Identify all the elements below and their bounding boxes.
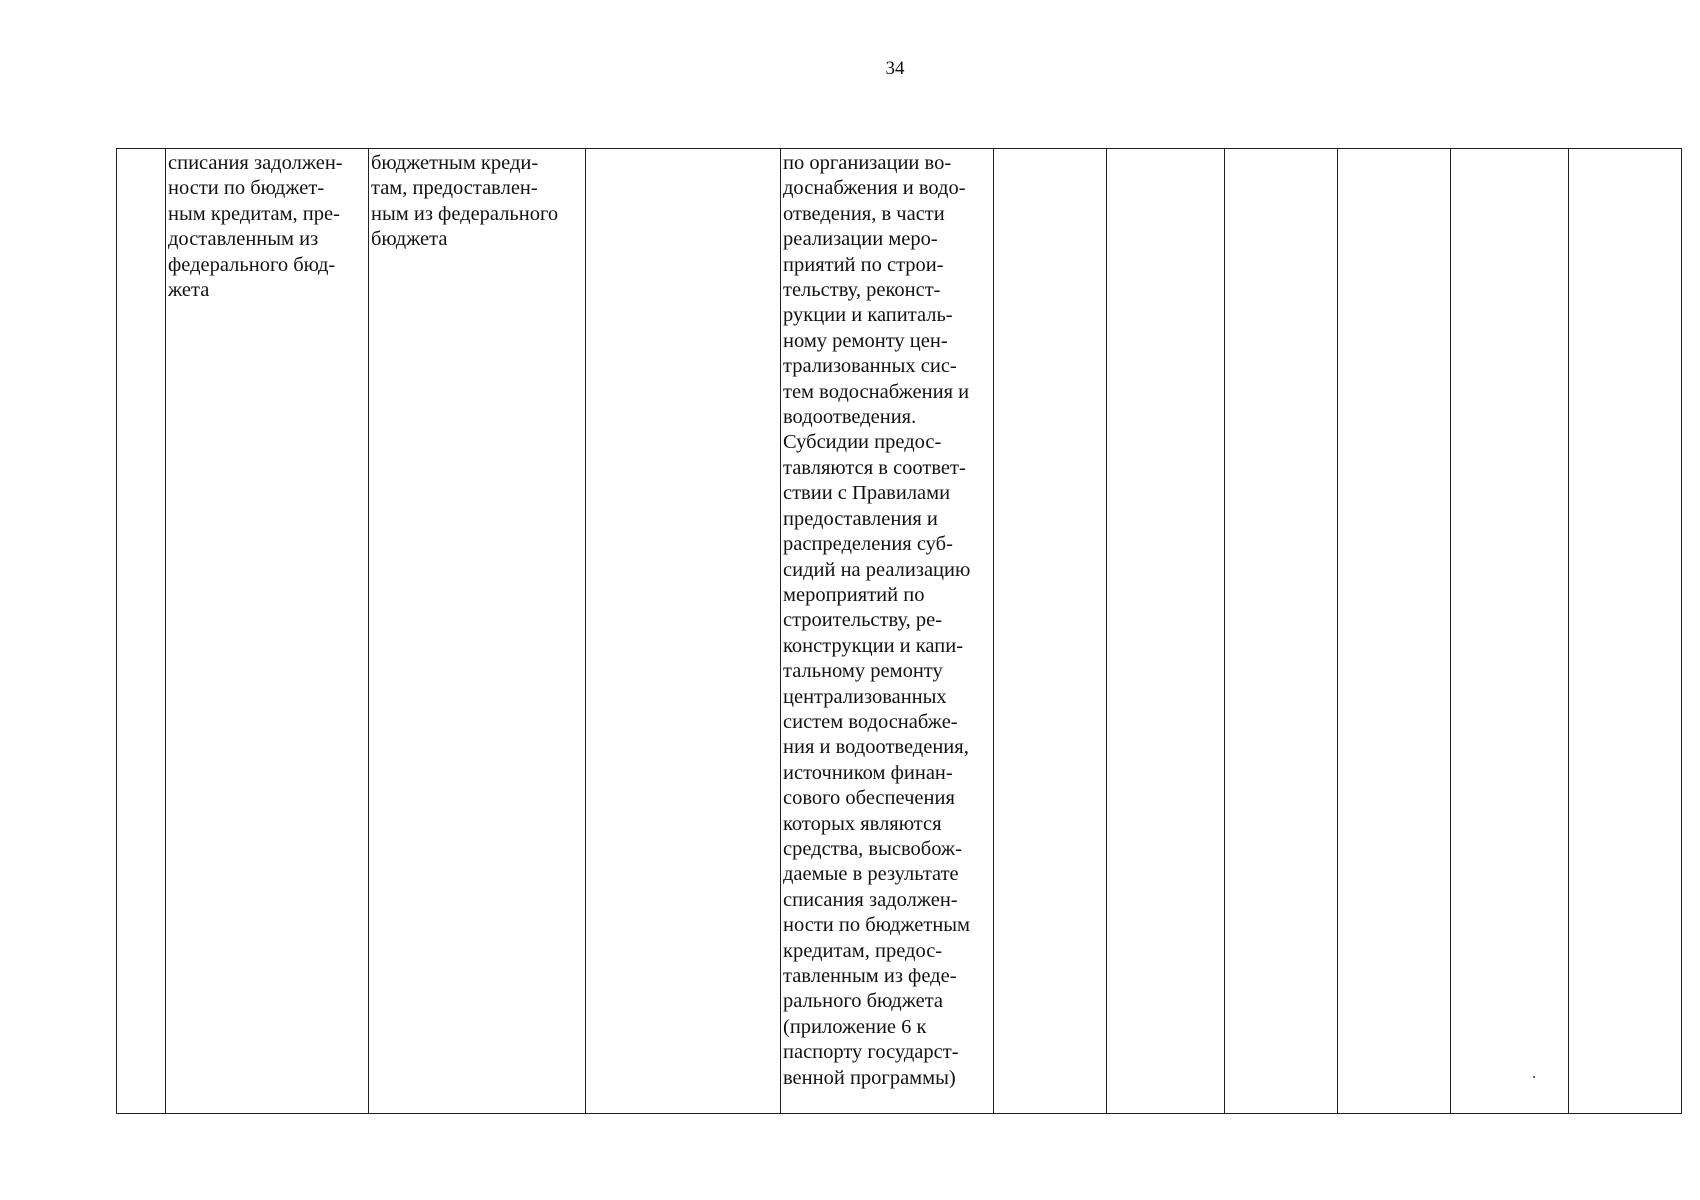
table-cell-budget-credits: бюджетным креди- там, предоставлен- ным из федерального бюджета — [369, 149, 586, 1114]
table-cell-empty — [1451, 149, 1569, 1114]
table-cell-description: по организации во- доснабжения и водо- отведения, в части реализации меро- приятий по строи- тельству, реконст- рукции и капиталь- ному ремонту цен- трализованных сис- тем водоснабжения и водоотведения. Субсидии предос- тавляются в соответ- ствии с Правилами предоставления и распределения суб- сидий на реализацию мероприятий по строительству, ре- конструкции и капи- тальному ремонту централизованных систем водоснабже- ния и водоотведения, источником финан- сового обеспечения которых являются средства, высвобож- даемые в результате списания задолжен- ности по бюджетным кредитам, предос- тавленным из феде- рального бюджета (приложение 6 к паспорту государст- венной программы) — [781, 149, 994, 1114]
table-cell-source: списания задолжен- ности по бюджет- ным кредитам, пре- доставленным из федерального бюд- жета — [166, 149, 369, 1114]
scan-speck — [1533, 1076, 1535, 1078]
table-row — [117, 149, 1682, 1114]
table-cell-number — [117, 149, 166, 1114]
table-cell-empty — [994, 149, 1107, 1114]
page-number: 34 — [885, 58, 905, 79]
document-table — [116, 148, 1682, 1114]
table-cell-empty — [1225, 149, 1338, 1114]
table — [116, 148, 1682, 1114]
table-cell-empty — [1338, 149, 1451, 1114]
table-cell-empty — [1569, 149, 1682, 1114]
table-cell-empty — [586, 149, 781, 1114]
table-cell-empty — [1107, 149, 1225, 1114]
